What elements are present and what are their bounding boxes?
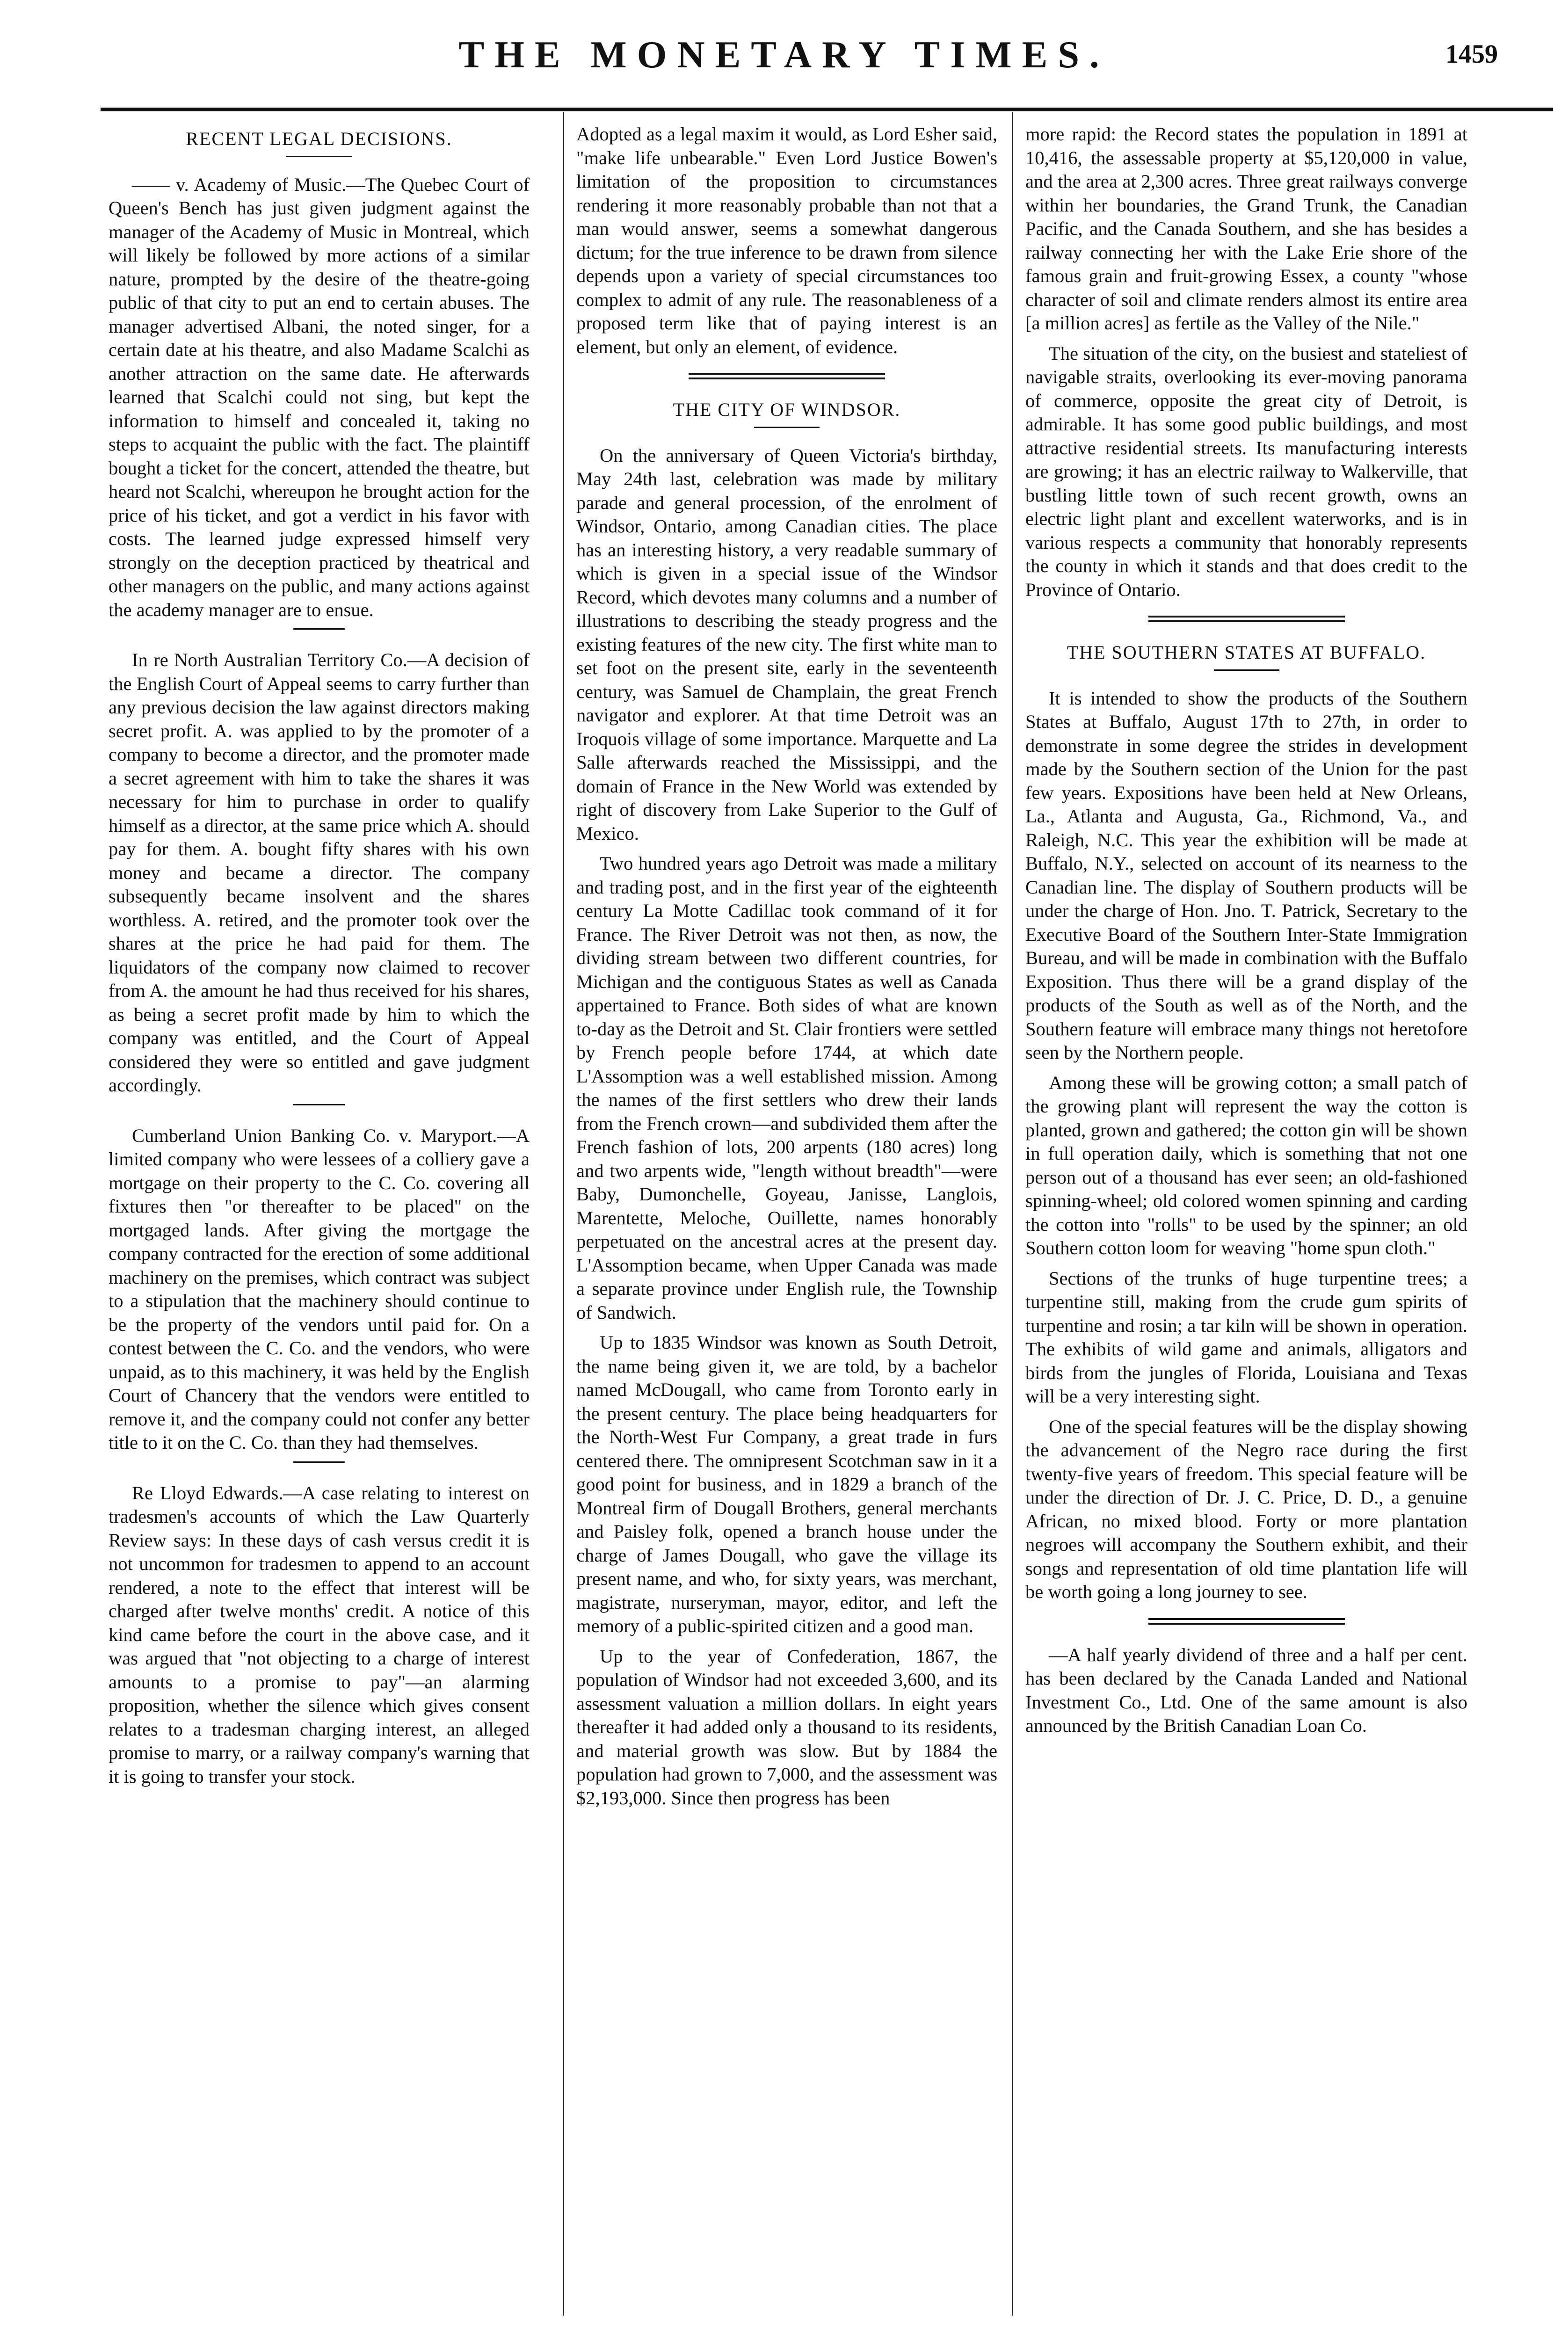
article-paragraph: Up to 1835 Windsor was known as South Detroit, the name being given it, we are told, by a bachelor named McDougall, who came from Toronto early in the present century. The place being headquarters for the North-West Fur Company, a great trade in furs centered there. The omnipresent Scotchman saw in it a good point for business, and in 1829 a branch of the Montreal firm of Dougall Brothers, general merchants and Paisley folk, opened a branch house under the charge of James Dougall, who gave the village its present name, and who, for sixty years, was merchant, magistrate, nurseryman, mayor, editor, and left the memory of a public-spirited citizen and a good man. — [576, 1332, 997, 1636]
article-paragraph: It is intended to show the products of the Southern States at Buffalo, August 17th to 27th, in order to demonstrate in some degree the strides in development made by the Southern section of the Union for the past few years. Expositions have been held at New Orleans, La., Atlanta and Augusta, Ga., Richmond, Va., and Raleigh, N.C. This year the exhibition will be made at Buffalo, N.Y., selected on account of its nearness to the Canadian line. The display of Southern products will be under the charge of Hon. Jno. T. Patrick, Secretary to the Executive Board of the Southern Inter-State Immigration Bureau, and will be made in combination with the Buffalo Exposition. Thus there will be a grand display of the products of the South as well as of the North, and the Southern feature will embrace many things not heretofore seen by the Northern people. — [1025, 687, 1467, 1063]
separator-rule — [293, 1461, 345, 1463]
heading-rule — [754, 427, 820, 428]
article-paragraph: Sections of the trunks of huge turpentine trees; a turpentine still, making from the crude gum spirits of turpentine and rosin; a tar kiln will be shown in operation. The exhibits of wild game and animals, alligators and birds from the jungles of Florida, Louisiana and Texas will be a very interesting sight. — [1025, 1267, 1467, 1407]
column-divider — [563, 112, 564, 2316]
article-paragraph: —— v. Academy of Music.—The Quebec Court of Queen's Bench has just given judgment against the manager of the Academy of Music in Montreal, which will likely be followed by more actions of a similar nature, prompted by the desire of the theatre-going public of that city to put an end to certain abuses. The manager advertised Albani, the noted singer, for a certain date at his theatre, and also Madame Scalchi as another attraction on the same date. He afterwards learned that Scalchi could not sing, but kept the information to himself and concealed it, taking no steps to acquaint the public with the fact. The plaintiff bought a ticket for the concert, attended the theatre, but heard not Scalchi, whereupon he brought action for the price of his ticket, and got a verdict in his favor with costs. The learned judge expressed himself very strongly on the deception practiced by theatrical and other managers on the public, and many actions against the academy manager are to ensue. — [109, 174, 530, 620]
article-paragraph: On the anniversary of Queen Victoria's birthday, May 24th last, celebration was made by military parade and general procession, of the enrolment of Windsor, Ontario, among Canadian cities. The place has an interesting history, a very readable summary of which is given in a special issue of the Windsor Record, which devotes many columns and a number of illustrations to describing the steady progress and the existing features of the new city. The first white man to set foot on the present site, early in the seventeenth century, was Samuel de Champlain, the great French navigator and explorer. At that time Detroit was an Iroquois village of some importance. Marquette and La Salle afterwards reached the Mississippi, and the domain of France in the New World was extended by right of discovery from Lake Superior to the Gulf of Mexico. — [576, 444, 997, 844]
heading-rule — [286, 156, 352, 157]
section-double-rule — [689, 373, 885, 379]
article-paragraph: In re North Australian Territory Co.—A decision of the English Court of Appeal seems to carry further than any previous decision the law against directors making secret profit. A. was applied to by the promoter of a company to become a director, and the promoter made a secret agreement with him to take the shares it was necessary for him to purchase in order to qualify himself as a director, at the same price which A. should pay for them. A. bought fifty shares with his own money and became a director. The company subsequently became insolvent and the shares worthless. A. retired, and the promoter took over the shares at the price he had paid for them. The liquidators of the company now claimed to recover from A. the amount he had thus received for his shares, as being a secret profit made by him to which the company was entitled, and the Court of Appeal considered they were so entitled and gave judgment accordingly. — [109, 649, 530, 1096]
separator-rule — [293, 1104, 345, 1105]
column-3 — [1025, 123, 1467, 2321]
masthead-rule — [101, 108, 1553, 111]
article-paragraph: The situation of the city, on the busiest and stateliest of navigable straits, overlooking its ever-moving panorama of commerce, opposite the great city of Detroit, is admirable. It has some good public buildings, and most attractive residential streets. Its manufacturing interests are growing; it has an electric railway to Walkerville, that bustling little town of such recent growth, owns an electric light plant and excellent waterworks, and is in various respects a community that honorably represents the county in which it stands and that does credit to the Province of Ontario. — [1025, 342, 1467, 600]
column-2 — [576, 123, 997, 2321]
article-paragraph: more rapid: the Record states the population in 1891 at 10,416, the assessable property at $5,120,000 in value, and the area at 2,300 acres. Three great railways converge within her boundaries, the Grand Trunk, the Canadian Pacific, and the Canada Southern, and she has besides a railway connecting her with the Lake Erie shore of the famous grain and fruit-growing Essex, a county "whose character of soil and climate renders almost its entire area [a million acres] as fertile as the Valley of the Nile." — [1025, 123, 1467, 334]
section-double-rule — [1148, 1618, 1345, 1625]
article-paragraph: Adopted as a legal maxim it would, as Lord Esher said, "make life unbearable." Even Lord Justice Bowen's limitation of the proposition to circumstances rendering it more reasonably probable than not that a man would answer, seems a somewhat dangerous dictum; for the true inference to be drawn from silence depends upon a variety of special circumstances too complex to admit of any rule. The reasonableness of a proposed term like that of paying interest is an element, but only an element, of evidence. — [576, 123, 997, 357]
heading-rule — [1214, 669, 1279, 671]
article-paragraph: One of the special features will be the display showing the advancement of the Negro race during the first twenty-five years of freedom. This special feature will be under the direction of Dr. J. C. Price, D. D., a genuine African, no mixed blood. Forty or more plantation negroes will accompany the Southern exhibit, and their songs and representation of old time plantation life will be worth going a long journey to see. — [1025, 1416, 1467, 1602]
section-double-rule — [1148, 616, 1345, 622]
article-paragraph: Two hundred years ago Detroit was made a military and trading post, and in the first year of the eighteenth century La Motte Cadillac took command of it for France. The River Detroit was not then, as now, the dividing stream between two different countries, for Michigan and the contiguous States as well as Canada appertained to France. Both sides of what are known to-day as the Detroit and St. Clair frontiers were settled by French people before 1744, at which date L'Assomption was a well established mission. Among the names of the first settlers who drew their lands from the French crown—and subdivided them after the French fashion of lots, 200 arpents (180 acres) long and two arpents wide, "length without breadth"—were Baby, Dumonchelle, Goyeau, Janisse, Langlois, Marentette, Meloche, Ouillette, names honorably perpetuated on the ancestral acres at the present day. L'Assomption became, when Upper Canada was made a separate province under English rule, the Township of Sandwich. — [576, 853, 997, 1323]
article-paragraph: Re Lloyd Edwards.—A case relating to interest on tradesmen's accounts of which the Law Quarterly Review says: In these days of cash versus credit it is not uncommon for tradesmen to append to an account rendered, a note to the effect that interest will be charged after twelve months' credit. A notice of this kind came before the court in the above case, and it was argued that "not objecting to a charge of interest amounts to a promise to pay"—an alarming proposition, whether the silence which gives consent relates to a tradesman charging interest, an alleged promise to marry, or a railway company's warning that it is going to transfer your stock. — [109, 1482, 530, 1787]
article-paragraph: —A half yearly dividend of three and a half per cent. has been declared by the Canada Landed and National Investment Co., Ltd. One of the same amount is also announced by the British Canadian Loan Co. — [1025, 1644, 1467, 1736]
section-heading: THE SOUTHERN STATES AT BUFFALO. — [1067, 642, 1426, 663]
article-paragraph: Up to the year of Confederation, 1867, the population of Windsor had not exceeded 3,600, and its assessment valuation a million dollars. In eight years thereafter it had added only a thousand to its residents, and material growth was slow. But by 1884 the population had grown to 7,000, and the assessment was $2,193,000. Since then progress has been — [576, 1645, 997, 1809]
column-divider — [1012, 112, 1013, 2316]
section-heading: RECENT LEGAL DECISIONS. — [186, 128, 452, 149]
column-1 — [109, 123, 530, 2321]
page-number: 1459 — [1445, 40, 1498, 69]
article-paragraph: Cumberland Union Banking Co. v. Maryport.—A limited company who were lessees of a colliery gave a mortgage on their property to the C. Co. covering all fixtures then "or thereafter to be placed" on the mortgaged lands. After giving the mortgage the company contracted for the erection of some additional machinery on the premises, which contract was subject to a stipulation that the machinery should continue to be the property of the vendors until paid for. On a contest between the C. Co. and the vendors, who were unpaid, as to this machinery, it was held by the English Court of Chancery that the vendors were entitled to remove it, and the company could not confer any better title to it on the C. Co. than they had themselves. — [109, 1125, 530, 1453]
separator-rule — [293, 628, 345, 630]
masthead-title: THE MONETARY TIMES. — [458, 33, 1110, 76]
article-paragraph: Among these will be growing cotton; a small patch of the growing plant will represent the way the cotton is planted, grown and gathered; the cotton gin will be shown in full operation daily, which is something that not one person out of a thousand has ever seen; an old-fashioned spinning-wheel; old colored women spinning and carding the cotton into "rolls" to be used by the spinner; an old Southern cotton loom for weaving "home spun cloth." — [1025, 1072, 1467, 1258]
section-heading: THE CITY OF WINDSOR. — [673, 399, 901, 420]
